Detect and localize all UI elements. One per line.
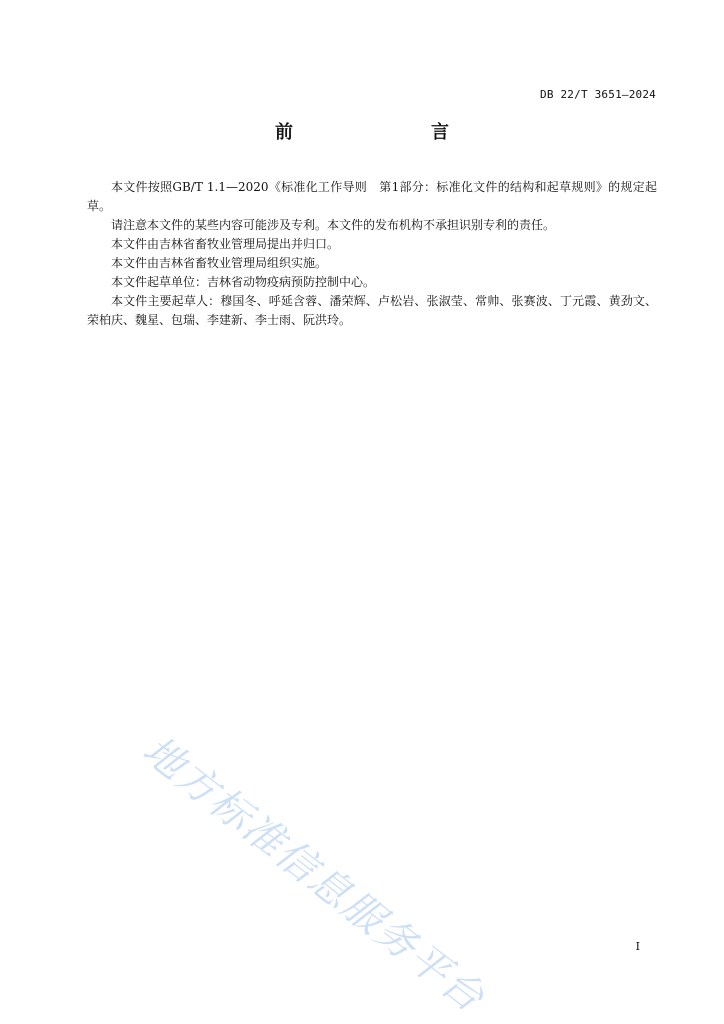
- paragraph-proposer: 本文件由吉林省畜牧业管理局提出并归口。: [111, 237, 340, 251]
- page-title: 前 言: [275, 122, 483, 143]
- document-body: [87, 178, 657, 330]
- page-number: I: [635, 940, 640, 953]
- watermark: 地方标准信息服务平台: [134, 727, 494, 1022]
- document-code: DB 22/T 3651—2024: [540, 88, 656, 101]
- paragraph-implementer: 本文件由吉林省畜牧业管理局组织实施。: [111, 256, 328, 270]
- paragraph-drafters: 本文件主要起草人：穆国冬、呼延含蓉、潘荣辉、卢松岩、张淑莹、常帅、张赛波、丁元霞、黄劲文、荣柏庆、魏星、包瑞、李建新、李士雨、阮洪玲。: [87, 294, 657, 327]
- paragraph-drafting-rules: 本文件按照GB/T 1.1—2020《标准化工作导则 第1部分：标准化文件的结构和起草规则》的规定起草。: [87, 180, 657, 213]
- paragraph-patent-notice: 请注意本文件的某些内容可能涉及专利。本文件的发布机构不承担识别专利的责任。: [111, 218, 556, 232]
- paragraph-drafting-unit: 本文件起草单位：吉林省动物疫病预防控制中心。: [111, 275, 376, 289]
